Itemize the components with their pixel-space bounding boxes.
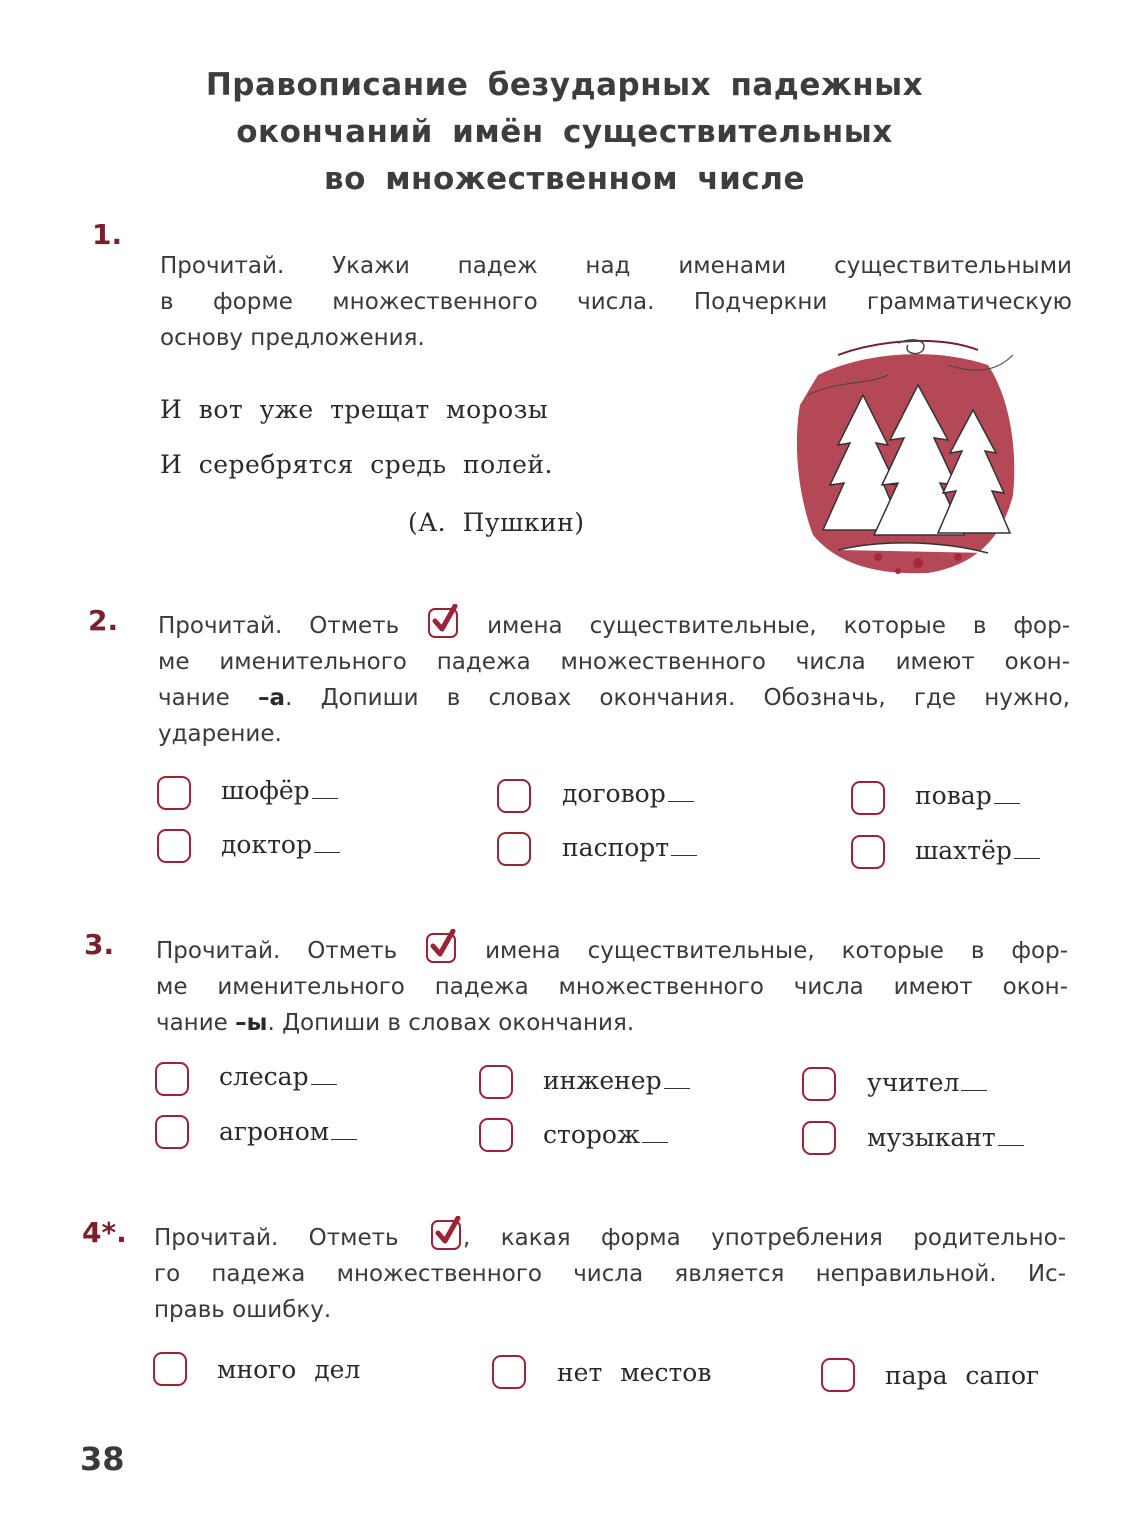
- word-shakhter: шахтёр: [915, 836, 1040, 865]
- task-1-number: 1.: [92, 218, 123, 251]
- checkbox-pasport[interactable]: [497, 832, 531, 866]
- task-3-line-1b: имена существительные, которые в фор-: [485, 938, 1069, 964]
- task-2-line-2: ме именительного падежа множественного числа имеют окон-: [158, 649, 1070, 675]
- word-dogovor: договор: [562, 779, 694, 808]
- word-shofer: шофёр: [221, 776, 338, 805]
- task-3-line-3a: чание: [156, 1010, 228, 1036]
- task-4-line-1a: Прочитай. Отметь: [154, 1225, 399, 1251]
- task-4-number: 4*.: [82, 1216, 127, 1249]
- task-3-instruction: [156, 933, 1068, 1041]
- title-line-3: во множественном числе: [324, 161, 805, 197]
- checkmark-box-icon: [428, 608, 458, 638]
- word-slesar: слесар: [219, 1062, 337, 1091]
- checkmark-box-icon: [426, 933, 456, 963]
- task-4-line-2: го падежа множественного числа является неправильной. Ис-: [154, 1261, 1066, 1287]
- option-net-mestov: нет местов: [557, 1358, 712, 1387]
- task-2-line-4: ударение.: [158, 721, 282, 747]
- word-uchitel: учител: [867, 1068, 987, 1097]
- task-2-line-3c: . Допиши в словах окончания. Обозначь, где нужно,: [285, 685, 1071, 711]
- title-line-2: окончаний имён существительных: [236, 114, 893, 150]
- task-3-number: 3.: [84, 928, 115, 961]
- task-2-line-1b: имена существительные, которые в фор-: [487, 613, 1071, 639]
- page-number: 38: [80, 1440, 125, 1478]
- checkbox-para-sapog[interactable]: [821, 1358, 855, 1392]
- snowy-fir-trees-illustration: [778, 335, 1028, 585]
- word-povar: повар: [915, 781, 1020, 810]
- task-2-instruction: [158, 608, 1070, 752]
- word-doktor: доктор: [221, 830, 340, 859]
- checkbox-uchitel[interactable]: [802, 1067, 836, 1101]
- word-agronom: агроном: [219, 1117, 357, 1146]
- task-1-line-2: в форме множественного числа. Подчеркни грамматическую: [160, 289, 1072, 315]
- option-mnogo-del: много дел: [217, 1355, 361, 1384]
- checkbox-storozh[interactable]: [479, 1118, 513, 1152]
- checkbox-doktor[interactable]: [157, 829, 191, 863]
- task-2-ending: –а: [258, 685, 286, 711]
- checkbox-agronom[interactable]: [155, 1115, 189, 1149]
- task-3-line-3c: . Допиши в словах окончания.: [267, 1010, 635, 1036]
- task-4-instruction: [154, 1220, 1066, 1328]
- task-4-line-1b: , какая форма употребления родительно-: [463, 1225, 1067, 1251]
- task-2-number: 2.: [88, 604, 119, 637]
- word-storozh: сторож: [543, 1120, 668, 1149]
- word-pasport: паспорт: [562, 833, 697, 862]
- checkbox-shakhter[interactable]: [851, 835, 885, 869]
- page-title: [0, 62, 1129, 203]
- task-2-line-3a: чание: [158, 685, 230, 711]
- word-muzykant: музыкант: [867, 1123, 1024, 1152]
- task-2-line-1a: Прочитай. Отметь: [158, 613, 400, 639]
- checkbox-shofer[interactable]: [157, 776, 191, 810]
- option-para-sapog: пара сапог: [885, 1361, 1040, 1390]
- checkbox-povar[interactable]: [851, 781, 885, 815]
- checkbox-mnogo-del[interactable]: [153, 1352, 187, 1386]
- checkbox-slesar[interactable]: [155, 1062, 189, 1096]
- task-3-line-1a: Прочитай. Отметь: [156, 938, 398, 964]
- checkbox-muzykant[interactable]: [802, 1121, 836, 1155]
- task-4-line-3: правь ошибку.: [154, 1297, 332, 1323]
- poem-line-2: И серебрятся средь полей.: [160, 450, 553, 479]
- checkbox-net-mestov[interactable]: [492, 1355, 526, 1389]
- checkmark-box-icon: [431, 1220, 461, 1250]
- task-1-line-1: Прочитай. Укажи падеж над именами существительными: [160, 253, 1072, 279]
- poem-line-1: И вот уже трещат морозы: [160, 395, 549, 424]
- poem-author: (А. Пушкин): [408, 508, 585, 537]
- checkbox-dogovor[interactable]: [497, 779, 531, 813]
- word-inzhener: инженер: [543, 1066, 690, 1095]
- task-1-line-3: основу предложения.: [160, 325, 425, 351]
- checkbox-inzhener[interactable]: [479, 1065, 513, 1099]
- task-3-ending: –ы: [235, 1010, 268, 1036]
- task-3-line-2: ме именительного падежа множественного числа имеют окон-: [156, 974, 1068, 1000]
- title-line-1: Правописание безударных падежных: [205, 67, 924, 103]
